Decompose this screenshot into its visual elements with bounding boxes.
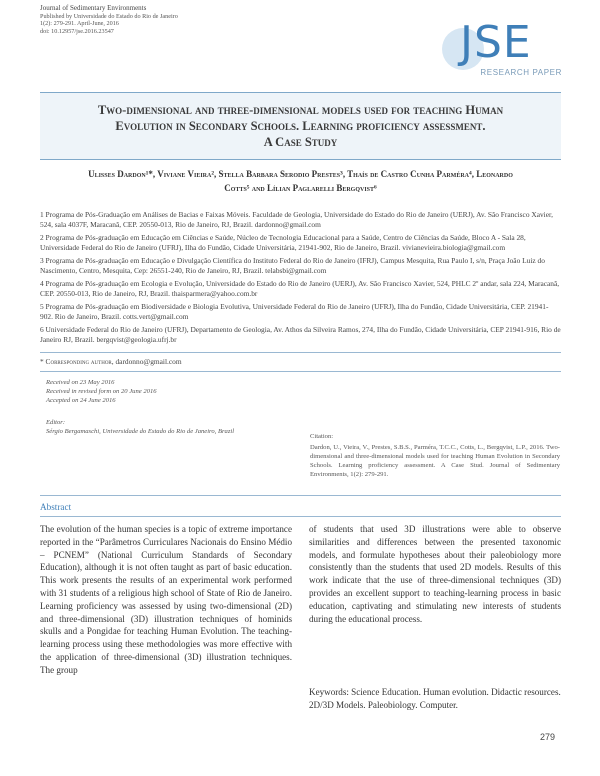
paper-title (40, 93, 561, 150)
citation-block (310, 432, 560, 479)
article-dates (46, 378, 286, 405)
journal-name: Journal of Sedimentary Environments (40, 4, 147, 12)
divider (40, 352, 561, 353)
affiliation-item: 1 Programa de Pós-Graduação em Análises de Bacias e Faixas Móveis. Faculdade de Geologia, Universidade do Estado do Rio de Janeiro (UERJ), Av. São Francisco Xavier, 524, sala 4037F, Maracanã, CEP. 20550-013, Rio de Janeiro, RJ, Brazil. dardonno@gmail.com (40, 210, 554, 230)
journal-issue: 1(2): 279-291. April-June, 2016 (40, 20, 119, 28)
keywords: Keywords: Science Education. Human evolution. Didactic resources. 2D/3D Models. Paleobiology. Computer. (309, 687, 561, 710)
title-line-2: Evolution in Secondary Schools. Learning proficiency assessment. (115, 119, 486, 133)
author-list (40, 168, 561, 195)
affiliation-item: 5 Programa de Pós-graduação em Biodiversidade e Biologia Evolutiva, Universidade Federal do Rio de Janeiro (UFRJ), Ilha do Fundão, Cidade Universitária, CEP. 21941-902. Rio de Janeiro, Brazil. cotts.vert@gmail.com (40, 302, 549, 322)
corresponding-author (40, 357, 182, 366)
abstract-heading: Abstract (40, 502, 72, 512)
editor-label: Editor: (46, 419, 66, 426)
journal-doi: doi: 10.12957/jse.2016.23547 (40, 27, 114, 35)
title-line-3: A Case Study (263, 135, 338, 149)
journal-info (40, 5, 360, 35)
journal-publisher: Published by Universidade do Estado do Rio de Janeiro (40, 12, 178, 20)
jse-logo (442, 18, 562, 76)
divider (40, 371, 561, 372)
title-line-1: Two-dimensional and three-dimensional models used for teaching Human (97, 103, 504, 117)
authors-line-2: Cotts⁵ and Lílian Paglarelli Bergqvist⁶ (224, 182, 377, 193)
abstract-column-2: of students that used 3D illustrations were able to observe similarities and differences between the presented taxonomic models, and formulate hypotheses about their paleobiology more consistently than the students that used 2D models. Results of this work indicate that the use of three-dimensional techniques (3D) provides an excellent support to teaching-learning process in basic education, captivating and stimulating new interests of students during the educational process. (309, 524, 561, 624)
divider (40, 516, 561, 517)
date-accepted: Accepted on 24 June 2016 (46, 397, 116, 404)
logo-subtitle: RESEARCH PAPER (480, 68, 562, 77)
divider (40, 495, 561, 496)
citation-text: Dardon, U., Vieira, V., Prestes, S.B.S., Parméra, T.C.C., Cotts, L., Bergqvist, L.P., 2016. Two-dimensional and three-dimensional models used for teaching Human Evolution in Secondary Schools. Learning proficiency assessment. A Case Stud. Journal of Sedimentary Environments, 1(2): 279-291. (310, 444, 560, 478)
authors-line-1: Ulisses Dardon¹*, Viviane Vieira², Stella Barbara Serodio Prestes³, Thaís de Castro Cunha Parméra⁴, Leonardo (88, 169, 513, 179)
page-number: 279 (539, 732, 555, 742)
editor-name: Sérgio Bergamaschi, Universidade do Estado do Rio de Janeiro, Brazil (46, 428, 235, 435)
corresponding-email[interactable]: dardonno@gmail.com (115, 357, 182, 366)
corresponding-label: * Corresponding author, (40, 357, 114, 366)
affiliation-item: 4 Programa de Pós-graduação em Ecologia e Evolução, Universidade do Estado do Rio de Janeiro (UERJ), Av. São Francisco Xavier, 524, PHLC 2º andar, sala 224, Maracanã, CEP. 20550-013, Rio de Janeiro, RJ, Brazil. thaisparmera@yahoo.com.br (40, 279, 560, 299)
editor-info (46, 418, 296, 436)
affiliation-item: 2 Programa de Pós-graduação em Educação em Ciências e Saúde, Núcleo de Tecnologia Educacional para a Saúde, Centro de Ciências da Saúde, Bloco A - Sala 28, Universidade Federal do Rio de Janeiro (UFRJ), Ilha do Fundão, Cidade Universitária, 21941-902, Rio de Janeiro, Brazil. vivianevieira.biologia@gmail.com (40, 233, 526, 253)
abstract-column-1: The evolution of the human species is a topic of extreme importance reported in the “Parâmetros Curriculares Nacionais do Ensino Médio – PCNEM” (National Curriculum Standards of Secondary Education), although it is not often taught as part of basic education. This work presents the results of an experimental work performed with 31 students of a religious high school of State of Rio de Janeiro. Learning proficiency was assessed by using two-dimensional (2D) and three-dimensional (3D) illustration techniques of hominids skulls and a Pongidae for teaching Human Evolution. The teaching-learning process using these methodologies was more effective with the application of three-dimensional (3D) illustration techniques. The group (40, 524, 292, 675)
title-box (40, 92, 561, 160)
date-received: Received on 23 May 2016 (46, 379, 115, 386)
date-revised: Received in revised form on 20 June 2016 (46, 388, 157, 395)
affiliation-item: 3 Programa de Pós-graduação em Educação e Divulgação Científica do Instituto Federal do Rio de Janeiro (IFRJ), Campus Mesquita, Rua Paulo I, s/n, Praça João Luiz do Nascimento, Centro, Mesquita, Cep: 26551-240, Rio de Janeiro, RJ, Brazil. telabsbi@gmail.com (40, 256, 545, 276)
logo-text: JSE (460, 17, 532, 68)
affiliation-list (40, 210, 561, 348)
citation-label: Citation: (310, 433, 334, 440)
affiliation-item: 6 Universidade Federal do Rio de Janeiro (UFRJ), Departamento de Geologia, Av. Athos da Silveira Ramos, 274, Ilha do Fundão, Cidade Universitária, CEP 21941-916, Rio de Janeiro RJ, Brazil. bergqvist@geologia.ufrj.br (40, 325, 561, 345)
